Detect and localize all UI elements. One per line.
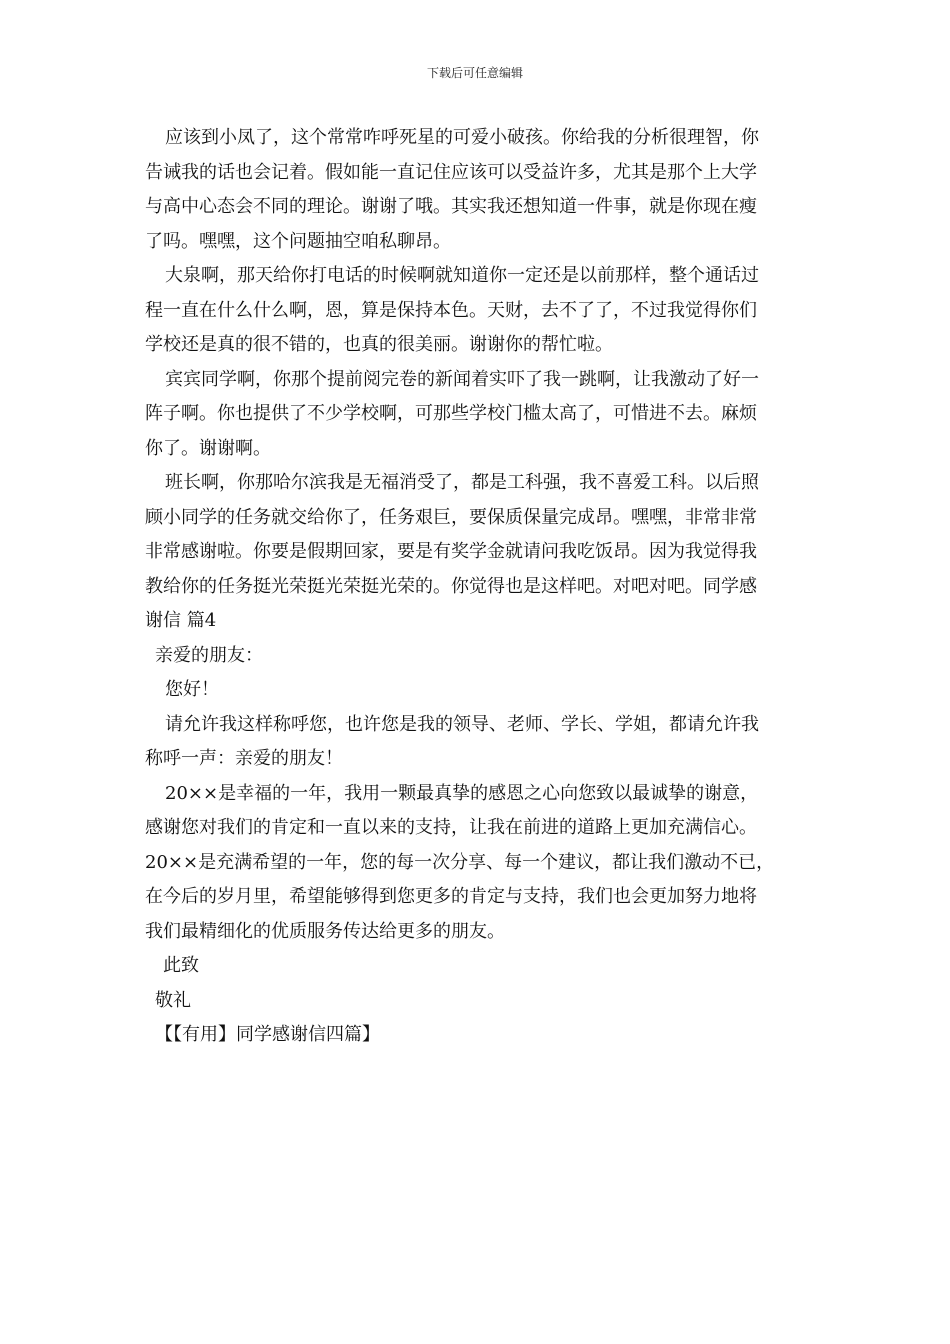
page-header: 下载后可任意编辑 — [426, 66, 523, 80]
text-line: 在今后的岁月里，希望能够得到您更多的肯定与支持，我们也会更加努力地将 — [145, 886, 757, 907]
text-line: 程一直在什么什么啊，恩，算是保持本色。天财，去不了了，不过我觉得你们 — [145, 299, 757, 321]
text-line: 宾宾同学啊，你那个提前阅完卷的新闻着实吓了我一跳啊，让我激动了好一 — [165, 368, 759, 390]
greeting: 您好！ — [165, 679, 219, 700]
document-body — [145, 121, 807, 1053]
text-line: 顾小同学的任务就交给你了，任务艰巨，要保质保量完成昂。嘿嘿，非常非常 — [145, 506, 757, 528]
text-line: 阵子啊。你也提供了不少学校啊，可那些学校门槛太高了，可惜进不去。麻烦 — [145, 403, 757, 424]
text-line: 20××是充满希望的一年，您的每一次分享、每一个建议，都让我们激动不已， — [145, 851, 775, 873]
text-line: 应该到小凤了，这个常常咋呼死星的可爱小破孩。你给我的分析很理智，你 — [165, 127, 759, 148]
salutation: 亲爱的朋友： — [155, 644, 263, 666]
text-line: 学校还是真的很不错的，也真的很美丽。谢谢你的帮忙啦。 — [145, 334, 613, 355]
text-line: 你了。谢谢啊。 — [145, 437, 271, 459]
text-line: 了吗。嘿嘿，这个问题抽空咱私聊昂。 — [145, 230, 451, 252]
text-line: 称呼一声：亲爱的朋友！ — [145, 748, 343, 769]
text-line: 班长啊，你那哈尔滨我是无福消受了，都是工科强，我不喜爱工科。以后照 — [165, 472, 759, 493]
closing-regards: 敬礼 — [155, 989, 191, 1011]
text-line: 20××是幸福的一年，我用一颗最真挚的感恩之心向您致以最诚挚的谢意， — [165, 782, 759, 804]
text-line: 告诫我的话也会记着。假如能一直记住应该可以受益许多，尤其是那个上大学 — [145, 161, 757, 183]
text-line: 与高中心态会不同的理论。谢谢了哦。其实我还想知道一件事，就是你现在瘦 — [145, 196, 757, 217]
text-line: 教给你的任务挺光荣挺光荣挺光荣的。你觉得也是这样吧。对吧对吧。同学感 — [145, 575, 757, 597]
text-line: 非常感谢啦。你要是假期回家，要是有奖学金就请问我吃饭昂。因为我觉得我 — [145, 541, 757, 562]
text-line: 请允许我这样称呼您，也许您是我的领导、老师、学长、学姐，都请允许我 — [165, 713, 759, 735]
closing-line: 此致 — [163, 955, 199, 976]
document-footer-title: 【【有用】同学感谢信四篇】 — [155, 1024, 380, 1045]
text-line: 我们最精细化的优质服务传达给更多的朋友。 — [145, 920, 505, 942]
text-line: 感谢您对我们的肯定和一直以来的支持，让我在前进的道路上更加充满信心。 — [145, 817, 757, 838]
text-line: 谢信 篇4 — [145, 610, 217, 631]
text-line: 大泉啊，那天给你打电话的时候啊就知道你一定还是以前那样，整个通话过 — [165, 265, 759, 286]
